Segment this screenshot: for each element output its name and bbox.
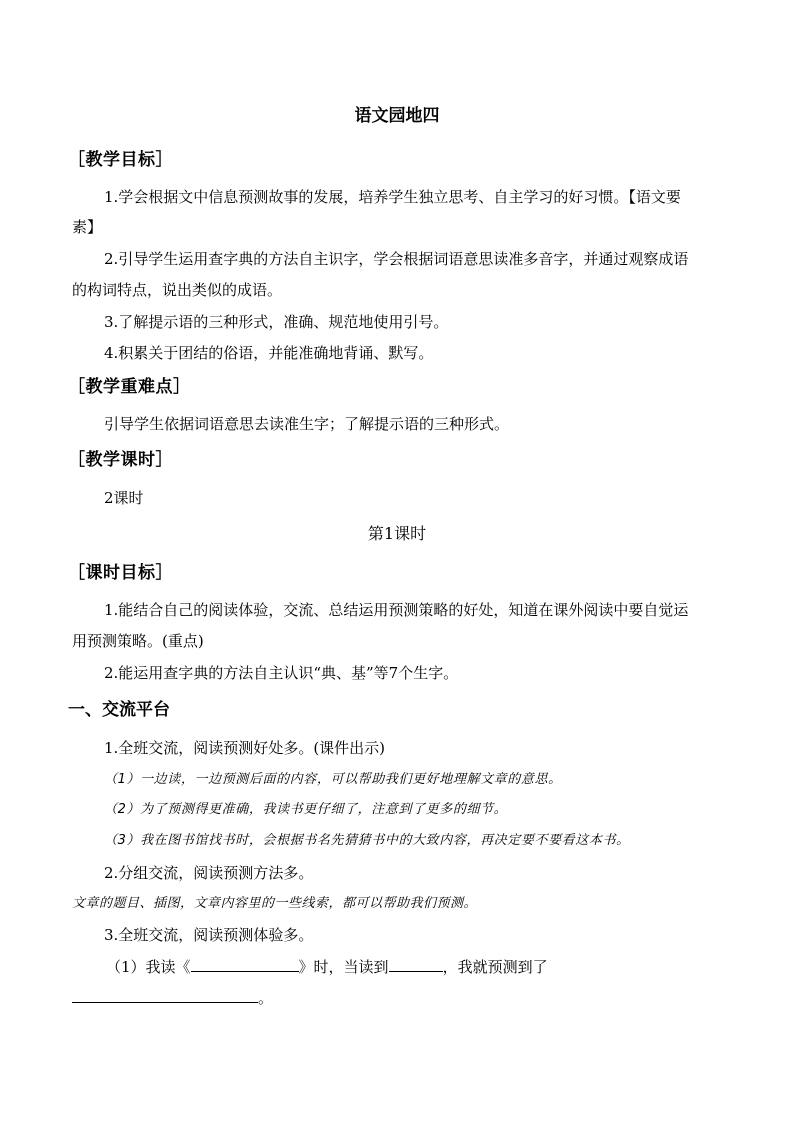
lesson-goal-line: 用预测策略。(重点) — [72, 632, 204, 650]
book-title-blank[interactable] — [191, 957, 299, 972]
lesson-goal-line: 1.能结合自己的阅读体验，交流、总结运用预测策略的好处，知道在课外阅读中要自觉运 — [104, 601, 689, 619]
step-one-example: （2）为了预测得更准确，我读书更仔细了，注意到了更多的细节。 — [104, 802, 508, 817]
fill-text-b: 》时，当读到 — [298, 958, 389, 976]
goal-line: 4.积累关于团结的俗语，并能准确地背诵、默写。 — [104, 344, 434, 362]
fill-text-a: （1）我读《 — [106, 958, 191, 976]
part-one-heading: 一、交流平台 — [68, 700, 170, 720]
reading-point-blank[interactable] — [389, 957, 443, 972]
goal-line: 2.引导学生运用查字典的方法自主识字，学会根据词语意思读准多音字，并通过观察成语 — [104, 250, 689, 268]
lesson-goals-heading: ［课时目标］ — [68, 563, 173, 583]
step-three: 3.全班交流，阅读预测体验多。 — [104, 926, 314, 944]
step-one: 1.全班交流，阅读预测好处多。(课件出示) — [104, 739, 386, 757]
goal-line: 素】 — [72, 218, 103, 236]
key-points-heading: ［教学重难点］ — [68, 377, 191, 397]
fill-in-sentence — [106, 957, 548, 977]
lesson-goal-line: 2.能运用查字典的方法自主认识“典、基”等7个生字。 — [104, 664, 459, 682]
goal-line: 1.学会根据文中信息预测故事的发展，培养学生独立思考、自主学习的好习惯。【语文要 — [104, 188, 681, 206]
key-points-text: 引导学生依据词语意思去读准生字；了解提示语的三种形式。 — [104, 415, 510, 433]
goal-line: 的构词特点，说出类似的成语。 — [72, 281, 283, 299]
prediction-blank[interactable] — [72, 988, 258, 1003]
step-two-example: 文章的题目、插图，文章内容里的一些线索，都可以帮助我们预测。 — [72, 896, 478, 911]
goal-line: 3.了解提示语的三种形式，准确、规范地使用引号。 — [104, 313, 449, 331]
step-one-example: （1）一边读，一边预测后面的内容，可以帮助我们更好地理解文章的意思。 — [104, 772, 562, 787]
teaching-hours-heading: ［教学课时］ — [68, 450, 173, 470]
teaching-hours-text: 2课时 — [104, 489, 144, 507]
teaching-goals-heading: ［教学目标］ — [68, 150, 173, 170]
fill-text-c: ，我就预测到了 — [442, 958, 548, 976]
lesson-title: 第1课时 — [367, 524, 427, 543]
document-title: 语文园地四 — [354, 106, 440, 126]
fill-end-mark: 。 — [258, 989, 274, 1007]
fill-in-continuation — [72, 988, 273, 1008]
step-two: 2.分组交流，阅读预测方法多。 — [104, 864, 314, 882]
step-one-example: （3）我在图书馆找书时，会根据书名先猜猜书中的大致内容，再决定要不要看这本书。 — [104, 833, 630, 848]
